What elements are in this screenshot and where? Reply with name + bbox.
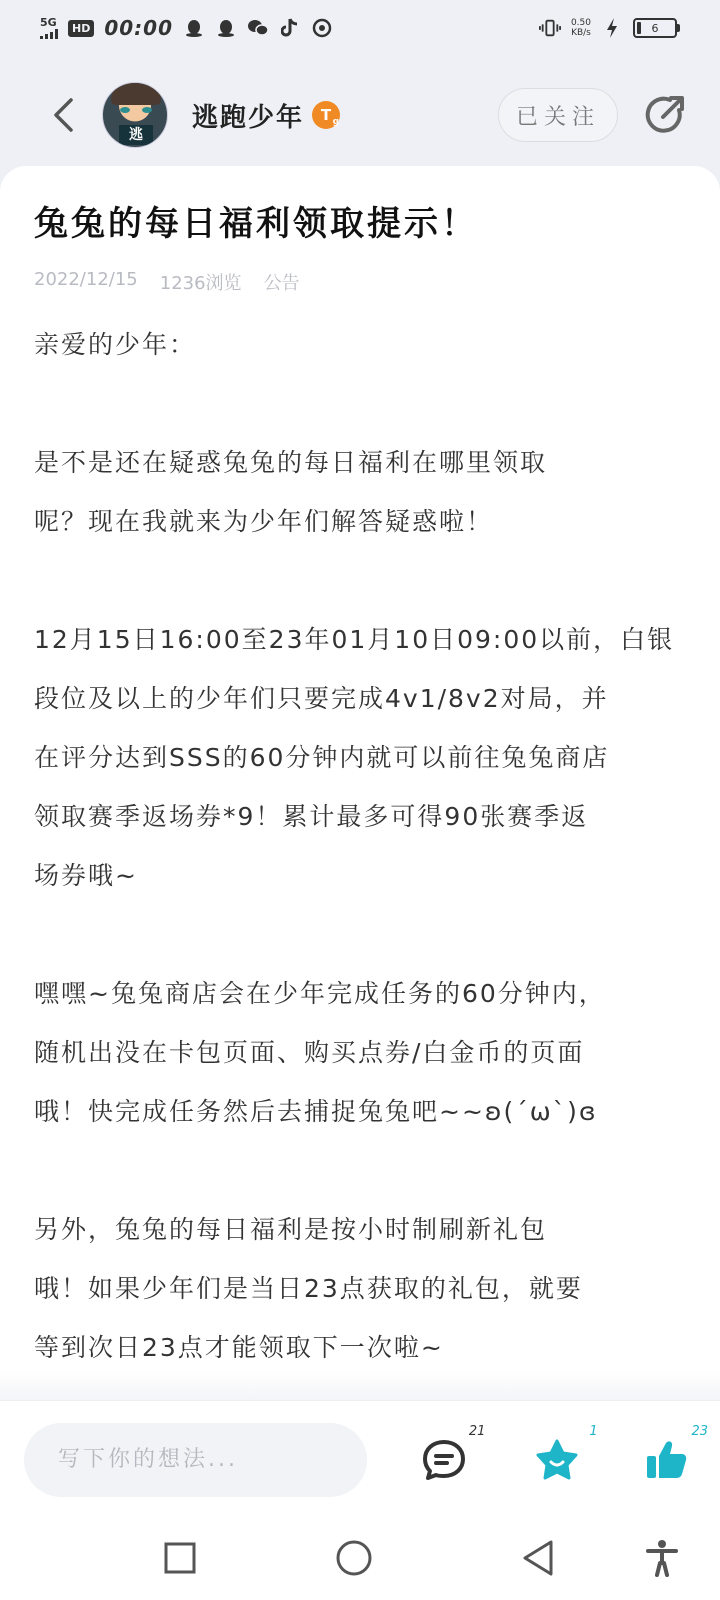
body-line: 在评分达到SSS的60分钟内就可以前往兔兔商店 bbox=[34, 743, 610, 772]
body-line bbox=[34, 905, 686, 964]
back-nav-button[interactable] bbox=[516, 1536, 560, 1580]
back-button[interactable] bbox=[38, 85, 88, 145]
body-line: 随机出没在卡包页面、购买点券/白金币的页面 bbox=[34, 1038, 585, 1067]
author-name[interactable]: 逃跑少年 bbox=[192, 102, 305, 133]
avatar-badge-text: 逃 bbox=[119, 125, 153, 145]
square-icon bbox=[163, 1541, 197, 1575]
article-date: 2022/12/15 bbox=[34, 269, 138, 290]
body-line: 是不是还在疑惑兔兔的每日福利在哪里领取 bbox=[34, 448, 548, 477]
clock: 00:00 bbox=[104, 16, 174, 40]
article-body bbox=[34, 315, 686, 1377]
level-badge-sub: g bbox=[332, 117, 340, 127]
status-left bbox=[40, 16, 333, 40]
body-line: 领取赛季返场券*9！累计最多可得90张赛季返 bbox=[34, 802, 589, 831]
circle-icon bbox=[335, 1539, 373, 1577]
comment-icon bbox=[421, 1438, 467, 1482]
body-line: 另外，兔兔的每日福利是按小时制刷新礼包 bbox=[34, 1215, 548, 1244]
body-line: 呢？现在我就来为少年们解答疑惑啦！ bbox=[34, 507, 494, 536]
chevron-left-icon bbox=[51, 97, 75, 133]
qq-icon-2 bbox=[215, 17, 237, 39]
bottom-action-bar bbox=[0, 1400, 720, 1518]
favorite-count: 1 bbox=[589, 1423, 598, 1439]
tiktok-icon bbox=[279, 17, 301, 39]
scroll-fade bbox=[0, 1370, 720, 1400]
like-button[interactable] bbox=[638, 1423, 708, 1490]
article-meta bbox=[34, 269, 686, 295]
body-line bbox=[34, 1141, 686, 1200]
article-views: 1236浏览 bbox=[159, 273, 242, 294]
favorite-button[interactable] bbox=[527, 1423, 598, 1490]
share-button[interactable] bbox=[640, 90, 690, 140]
body-line: 嘿嘿~兔兔商店会在少年完成任务的60分钟内， bbox=[34, 979, 606, 1008]
star-icon bbox=[534, 1438, 580, 1482]
speed-value: 0.50 bbox=[570, 18, 591, 28]
speed-unit: KB/s bbox=[571, 28, 591, 38]
level-badge bbox=[312, 101, 340, 129]
body-line bbox=[34, 551, 686, 610]
hd-icon: HD bbox=[68, 20, 94, 37]
triangle-back-icon bbox=[520, 1539, 556, 1577]
signal-indicator bbox=[40, 17, 58, 39]
network-type: 5G bbox=[40, 16, 57, 29]
post-header bbox=[0, 70, 720, 160]
qq-icon bbox=[183, 17, 205, 39]
charging-icon bbox=[601, 17, 623, 39]
system-nav-bar bbox=[0, 1518, 720, 1600]
follow-button[interactable]: 已关注 bbox=[498, 88, 618, 142]
accessibility-icon bbox=[645, 1539, 679, 1577]
body-line: 哦！如果少年们是当日23点获取的礼包，就要 bbox=[34, 1274, 583, 1303]
comment-count: 21 bbox=[468, 1423, 486, 1439]
wechat-icon bbox=[247, 17, 269, 39]
article-title: 兔兔的每日福利领取提示！ bbox=[34, 204, 478, 244]
body-line: 亲爱的少年： bbox=[34, 330, 197, 359]
vibrate-icon bbox=[539, 17, 561, 39]
comment-button[interactable] bbox=[415, 1423, 486, 1490]
like-count: 23 bbox=[691, 1423, 708, 1439]
level-badge-text: T bbox=[320, 106, 332, 124]
status-right bbox=[539, 17, 680, 39]
signal-bars-icon bbox=[40, 29, 58, 39]
body-line: 等到次日23点才能领取下一次啦~ bbox=[34, 1333, 444, 1362]
share-icon bbox=[643, 93, 687, 137]
article-category: 公告 bbox=[263, 273, 300, 294]
accessibility-button[interactable] bbox=[640, 1536, 684, 1580]
article-card bbox=[0, 166, 720, 1400]
network-speed bbox=[571, 18, 591, 38]
status-bar bbox=[0, 0, 720, 56]
body-line: 场券哦~ bbox=[34, 861, 138, 890]
battery-icon bbox=[633, 18, 680, 38]
comment-input[interactable] bbox=[24, 1423, 367, 1497]
recents-button[interactable] bbox=[158, 1536, 202, 1580]
avatar[interactable] bbox=[102, 82, 168, 148]
body-line: 段位及以上的少年们只要完成4v1/8v2对局，并 bbox=[34, 684, 609, 713]
battery-level: 6 bbox=[651, 21, 659, 35]
body-line: 12月15日16:00至23年01月10日09:00以前，白银 bbox=[34, 625, 675, 654]
home-button[interactable] bbox=[332, 1536, 376, 1580]
body-line: 哦！快完成任务然后去捕捉兔兔吧~~ʚ(´ω`)ɞ bbox=[34, 1097, 598, 1126]
thumbs-up-icon bbox=[644, 1438, 690, 1482]
body-line bbox=[34, 374, 686, 433]
app-notification-icon bbox=[311, 17, 333, 39]
